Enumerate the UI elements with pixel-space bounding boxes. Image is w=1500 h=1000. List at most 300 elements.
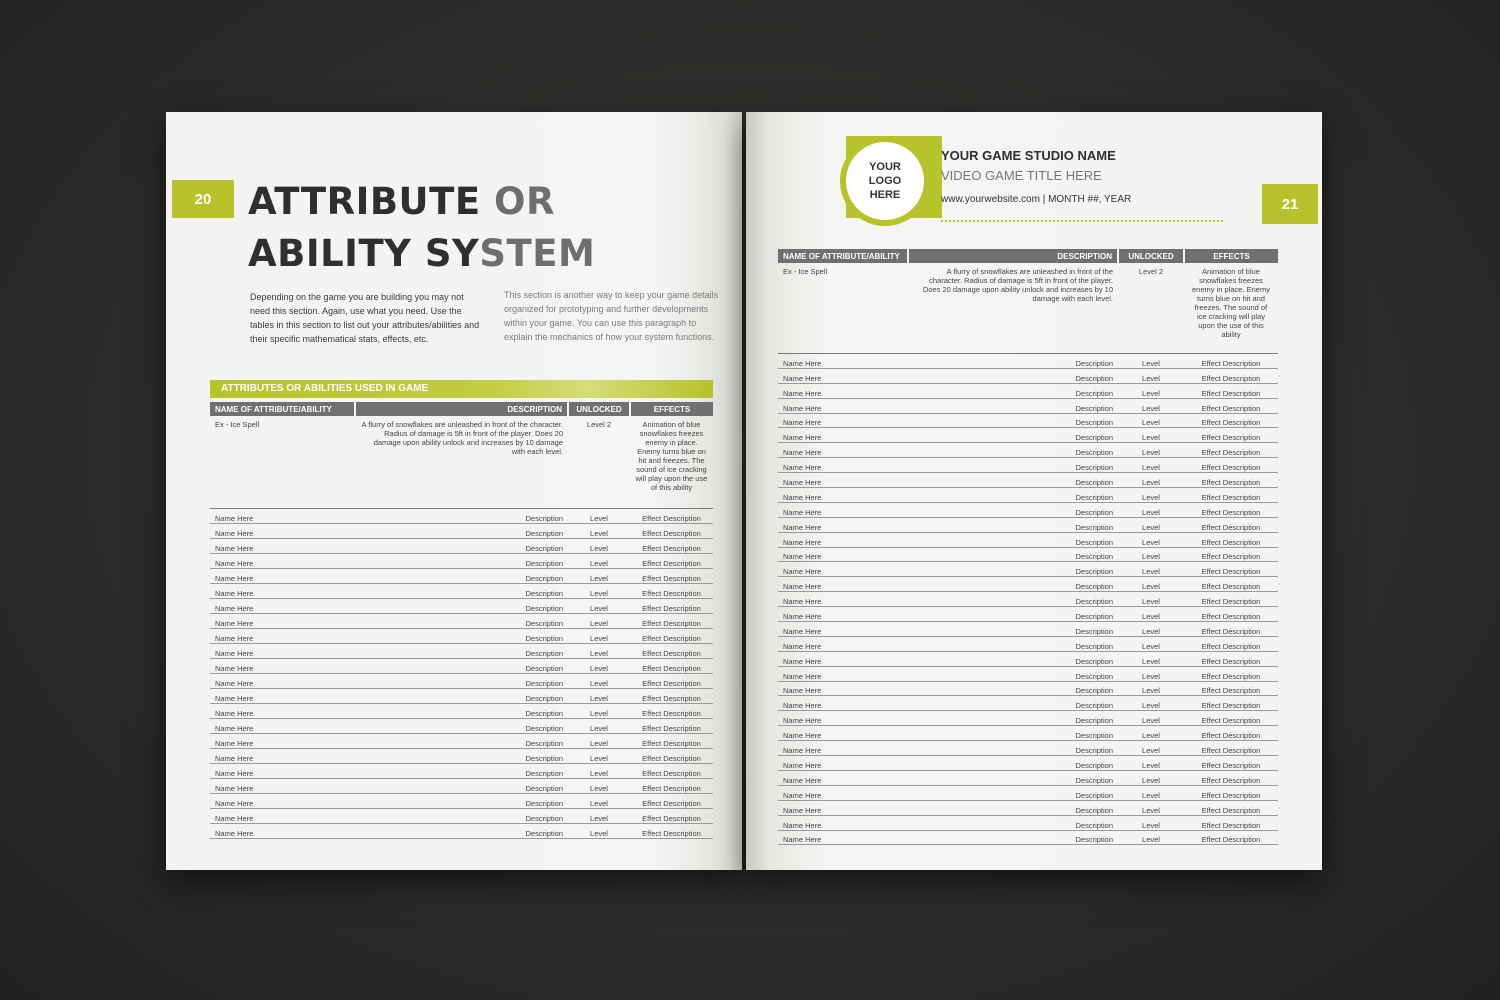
row-effects: Effect Description: [630, 614, 713, 629]
row-effects: Effect Description: [630, 764, 713, 779]
row-effects: Effect Description: [630, 524, 713, 539]
row-name: Name Here: [778, 800, 908, 815]
row-name: Name Here: [778, 696, 908, 711]
row-name: Name Here: [210, 629, 355, 644]
row-effects: Effect Description: [1184, 607, 1278, 622]
row-description: Description: [908, 592, 1118, 607]
table-row: [778, 711, 1278, 726]
row-name: Name Here: [778, 577, 908, 592]
row-unlocked: Level: [1118, 666, 1184, 681]
table-row: [778, 696, 1278, 711]
row-description: Description: [908, 830, 1118, 845]
row-unlocked: Level: [568, 764, 630, 779]
row-description: Description: [908, 488, 1118, 503]
row-effects: Effect Description: [630, 794, 713, 809]
row-effects: Effect Description: [1184, 830, 1278, 845]
row-name: Name Here: [778, 383, 908, 398]
row-unlocked: Level: [1118, 398, 1184, 413]
row-name: Name Here: [210, 659, 355, 674]
row-effects: Effect Description: [1184, 383, 1278, 398]
row-name: Name Here: [210, 509, 355, 524]
row-description: Description: [355, 569, 568, 584]
table-row: [778, 666, 1278, 681]
row-unlocked: Level: [1118, 532, 1184, 547]
row-unlocked: Level: [1118, 547, 1184, 562]
title-light-1: OR: [494, 180, 555, 223]
row-description: Description: [355, 809, 568, 824]
row-name: Name Here: [778, 607, 908, 622]
row-effects: Effect Description: [630, 509, 713, 524]
row-description: Description: [908, 547, 1118, 562]
table-row: [210, 824, 713, 839]
row-unlocked: Level: [568, 689, 630, 704]
row-description: Description: [908, 726, 1118, 741]
table-row: [778, 532, 1278, 547]
row-effects: Effect Description: [1184, 592, 1278, 607]
row-name: Name Here: [210, 794, 355, 809]
row-name: Name Here: [210, 749, 355, 764]
row-name: Name Here: [778, 502, 908, 517]
row-name: Name Here: [778, 592, 908, 607]
row-unlocked: Level: [1118, 726, 1184, 741]
header-effects: EFFECTS: [1184, 249, 1278, 263]
example-unlocked: Level 2: [568, 416, 630, 509]
table-row: [778, 636, 1278, 651]
row-effects: Effect Description: [1184, 696, 1278, 711]
row-effects: Effect Description: [1184, 517, 1278, 532]
row-description: Description: [908, 815, 1118, 830]
row-effects: Effect Description: [630, 584, 713, 599]
row-unlocked: Level: [1118, 622, 1184, 637]
row-effects: Effect Description: [630, 779, 713, 794]
table-row: [210, 719, 713, 734]
row-effects: Effect Description: [630, 569, 713, 584]
table-row: [210, 569, 713, 584]
row-unlocked: Level: [1118, 815, 1184, 830]
row-unlocked: Level: [568, 779, 630, 794]
table-row: [210, 659, 713, 674]
row-unlocked: Level: [1118, 383, 1184, 398]
header-description: DESCRIPTION: [908, 249, 1118, 263]
row-effects: Effect Description: [630, 644, 713, 659]
row-name: Name Here: [778, 398, 908, 413]
row-description: Description: [908, 607, 1118, 622]
row-effects: Effect Description: [630, 719, 713, 734]
row-effects: Effect Description: [630, 809, 713, 824]
row-name: Name Here: [778, 458, 908, 473]
row-unlocked: Level: [1118, 741, 1184, 756]
row-description: Description: [908, 532, 1118, 547]
table-row: [778, 607, 1278, 622]
row-unlocked: Level: [1118, 354, 1184, 369]
row-description: Description: [908, 666, 1118, 681]
row-description: Description: [355, 689, 568, 704]
row-description: Description: [908, 517, 1118, 532]
row-description: Description: [908, 398, 1118, 413]
row-unlocked: Level: [568, 734, 630, 749]
row-unlocked: Level: [568, 794, 630, 809]
row-unlocked: Level: [1118, 502, 1184, 517]
row-name: Name Here: [778, 488, 908, 503]
row-name: Name Here: [210, 719, 355, 734]
row-unlocked: Level: [1118, 636, 1184, 651]
table-row: [210, 629, 713, 644]
row-unlocked: Level: [1118, 517, 1184, 532]
row-name: Name Here: [210, 599, 355, 614]
row-name: Name Here: [778, 547, 908, 562]
row-description: Description: [908, 651, 1118, 666]
row-description: Description: [355, 659, 568, 674]
row-name: Name Here: [778, 354, 908, 369]
row-effects: Effect Description: [1184, 428, 1278, 443]
row-name: Name Here: [778, 443, 908, 458]
table-row: [778, 800, 1278, 815]
row-description: Description: [355, 539, 568, 554]
row-unlocked: Level: [1118, 577, 1184, 592]
row-name: Name Here: [778, 711, 908, 726]
row-name: Name Here: [778, 413, 908, 428]
row-unlocked: Level: [1118, 592, 1184, 607]
row-description: Description: [908, 383, 1118, 398]
intro-paragraph-secondary: This section is another way to keep your game details organized for prototyping and further developments within your game. You can use this paragraph to explain the mechanics of how your system functions.: [504, 290, 719, 342]
row-unlocked: Level: [1118, 473, 1184, 488]
row-effects: Effect Description: [1184, 532, 1278, 547]
table-row: [778, 547, 1278, 562]
row-description: Description: [355, 599, 568, 614]
row-name: Name Here: [778, 830, 908, 845]
table-row: [778, 443, 1278, 458]
example-name: Ex - Ice Spell: [778, 263, 908, 354]
row-unlocked: Level: [1118, 607, 1184, 622]
row-effects: Effect Description: [1184, 577, 1278, 592]
row-description: Description: [355, 614, 568, 629]
table-row: [210, 524, 713, 539]
intro-paragraph: Depending on the game you are building you may not need this section. Again, use what you need. Use the tables in this section to list out your attributes/abilities and their specific mathematical stats, effects, etc.: [250, 292, 480, 344]
table-row: [778, 681, 1278, 696]
row-description: Description: [908, 800, 1118, 815]
row-unlocked: Level: [568, 644, 630, 659]
row-unlocked: Level: [1118, 681, 1184, 696]
row-effects: Effect Description: [1184, 547, 1278, 562]
row-description: Description: [908, 681, 1118, 696]
table-row: [210, 584, 713, 599]
abilities-table: [210, 402, 713, 839]
row-effects: Effect Description: [1184, 815, 1278, 830]
row-name: Name Here: [778, 562, 908, 577]
table-row: [778, 368, 1278, 383]
row-description: Description: [355, 704, 568, 719]
game-title: VIDEO GAME TITLE HERE: [941, 168, 1102, 183]
row-name: Name Here: [778, 473, 908, 488]
row-effects: Effect Description: [1184, 562, 1278, 577]
title-light-2: STEM: [479, 232, 596, 275]
row-description: Description: [908, 502, 1118, 517]
example-description: A flurry of snowflakes are unleashed in front of the character. Radius of damage is 5ft in front of the player. Does 20 damage upon ability unlock and increases by 10 damage with each level.: [355, 416, 568, 509]
row-effects: Effect Description: [1184, 741, 1278, 756]
row-name: Name Here: [778, 622, 908, 637]
row-effects: Effect Description: [1184, 681, 1278, 696]
row-description: Description: [355, 629, 568, 644]
section-heading: ATTRIBUTES OR ABILITIES USED IN GAME: [210, 380, 713, 398]
row-description: Description: [908, 770, 1118, 785]
row-name: Name Here: [210, 809, 355, 824]
table-row: [778, 398, 1278, 413]
example-name: Ex - Ice Spell: [210, 416, 355, 509]
row-description: Description: [908, 413, 1118, 428]
table-row: [210, 734, 713, 749]
row-name: Name Here: [210, 779, 355, 794]
title-dark-2: ABILITY SY: [248, 232, 480, 275]
example-description: A flurry of snowflakes are unleashed in front of the character. Radius of damage is 5ft in front of the player. Does 20 damage upon ability unlock and increases by 10 damage with each level.: [908, 263, 1118, 354]
table-row: [778, 770, 1278, 785]
row-effects: Effect Description: [630, 539, 713, 554]
row-name: Name Here: [210, 674, 355, 689]
table-row: [778, 517, 1278, 532]
row-unlocked: Level: [1118, 800, 1184, 815]
table-row: [778, 502, 1278, 517]
row-description: Description: [908, 696, 1118, 711]
title-dark-1: ATTRIBUTE: [248, 180, 481, 223]
row-unlocked: Level: [568, 629, 630, 644]
table-row: [778, 592, 1278, 607]
row-name: Name Here: [210, 614, 355, 629]
row-name: Name Here: [778, 785, 908, 800]
table-row: [210, 749, 713, 764]
row-unlocked: Level: [568, 524, 630, 539]
row-effects: Effect Description: [1184, 354, 1278, 369]
row-description: Description: [908, 473, 1118, 488]
row-name: Name Here: [210, 539, 355, 554]
table-row: [210, 779, 713, 794]
header-unlocked: UNLOCKED: [1118, 249, 1184, 263]
table-row: [778, 458, 1278, 473]
table-body-right: [778, 263, 1278, 845]
row-unlocked: Level: [568, 704, 630, 719]
row-unlocked: Level: [1118, 428, 1184, 443]
row-name: Name Here: [210, 689, 355, 704]
row-effects: Effect Description: [1184, 488, 1278, 503]
table-row: [778, 741, 1278, 756]
row-effects: Effect Description: [630, 599, 713, 614]
table-row: [210, 644, 713, 659]
row-effects: Effect Description: [630, 554, 713, 569]
row-name: Name Here: [778, 770, 908, 785]
row-unlocked: Level: [568, 539, 630, 554]
row-effects: Effect Description: [1184, 726, 1278, 741]
row-name: Name Here: [210, 644, 355, 659]
row-unlocked: Level: [1118, 756, 1184, 771]
row-unlocked: Level: [1118, 488, 1184, 503]
table-row: [778, 562, 1278, 577]
row-description: Description: [355, 644, 568, 659]
table-body-left: [210, 416, 713, 839]
row-effects: Effect Description: [630, 659, 713, 674]
header-name: NAME OF ATTRIBUTE/ABILITY: [210, 402, 355, 416]
row-description: Description: [355, 554, 568, 569]
row-description: Description: [355, 584, 568, 599]
row-description: Description: [355, 524, 568, 539]
dotted-divider: [941, 220, 1223, 222]
table-row: [778, 428, 1278, 443]
row-unlocked: Level: [568, 674, 630, 689]
row-name: Name Here: [210, 524, 355, 539]
row-name: Name Here: [210, 824, 355, 839]
left-page: [166, 112, 742, 870]
page-number-badge-right: 21: [1262, 184, 1318, 224]
row-description: Description: [908, 443, 1118, 458]
studio-name: YOUR GAME STUDIO NAME: [941, 148, 1116, 163]
row-effects: Effect Description: [1184, 756, 1278, 771]
row-effects: Effect Description: [1184, 473, 1278, 488]
row-unlocked: Level: [1118, 368, 1184, 383]
row-description: Description: [355, 719, 568, 734]
row-effects: Effect Description: [1184, 398, 1278, 413]
row-effects: Effect Description: [630, 629, 713, 644]
row-effects: Effect Description: [630, 749, 713, 764]
row-unlocked: Level: [568, 569, 630, 584]
header-description: DESCRIPTION: [355, 402, 568, 416]
table-row: [778, 651, 1278, 666]
row-name: Name Here: [778, 741, 908, 756]
row-effects: Effect Description: [1184, 368, 1278, 383]
table-row: [778, 726, 1278, 741]
row-name: Name Here: [210, 584, 355, 599]
row-effects: Effect Description: [630, 704, 713, 719]
row-description: Description: [355, 674, 568, 689]
row-unlocked: Level: [1118, 458, 1184, 473]
row-unlocked: Level: [568, 824, 630, 839]
row-description: Description: [908, 756, 1118, 771]
row-name: Name Here: [778, 636, 908, 651]
row-effects: Effect Description: [1184, 785, 1278, 800]
row-description: Description: [355, 779, 568, 794]
row-description: Description: [908, 428, 1118, 443]
table-row: [778, 488, 1278, 503]
table-row: [778, 830, 1278, 845]
row-name: Name Here: [778, 368, 908, 383]
row-effects: Effect Description: [1184, 502, 1278, 517]
row-name: Name Here: [778, 726, 908, 741]
row-name: Name Here: [778, 517, 908, 532]
row-effects: Effect Description: [1184, 622, 1278, 637]
table-row: [210, 614, 713, 629]
table-row: [778, 785, 1278, 800]
row-description: Description: [908, 368, 1118, 383]
row-unlocked: Level: [1118, 830, 1184, 845]
table-row: [778, 413, 1278, 428]
row-unlocked: Level: [568, 614, 630, 629]
table-row: [210, 674, 713, 689]
table-row: [778, 577, 1278, 592]
row-unlocked: Level: [568, 584, 630, 599]
table-row: [210, 764, 713, 779]
row-effects: Effect Description: [630, 674, 713, 689]
row-description: Description: [355, 764, 568, 779]
row-description: Description: [355, 824, 568, 839]
table-row: [210, 704, 713, 719]
row-effects: Effect Description: [630, 734, 713, 749]
table-row: [210, 539, 713, 554]
row-unlocked: Level: [1118, 443, 1184, 458]
row-name: Name Here: [778, 532, 908, 547]
abilities-table-continued: [778, 249, 1278, 845]
row-name: Name Here: [210, 554, 355, 569]
row-effects: Effect Description: [1184, 770, 1278, 785]
header-effects: EFFECTS: [630, 402, 713, 416]
row-effects: Effect Description: [1184, 651, 1278, 666]
row-name: Name Here: [778, 651, 908, 666]
row-name: Name Here: [210, 764, 355, 779]
row-unlocked: Level: [1118, 413, 1184, 428]
row-description: Description: [908, 741, 1118, 756]
example-unlocked: Level 2: [1118, 263, 1184, 354]
row-name: Name Here: [778, 428, 908, 443]
row-unlocked: Level: [568, 659, 630, 674]
row-name: Name Here: [778, 666, 908, 681]
header-name: NAME OF ATTRIBUTE/ABILITY: [778, 249, 908, 263]
row-name: Name Here: [210, 569, 355, 584]
example-row: [210, 416, 713, 509]
row-description: Description: [908, 636, 1118, 651]
table-row: [210, 689, 713, 704]
row-effects: Effect Description: [1184, 458, 1278, 473]
row-effects: Effect Description: [1184, 666, 1278, 681]
row-description: Description: [908, 458, 1118, 473]
table-row: [778, 473, 1278, 488]
row-effects: Effect Description: [1184, 711, 1278, 726]
row-name: Name Here: [210, 704, 355, 719]
row-name: Name Here: [210, 734, 355, 749]
website-date-line: www.yourwebsite.com | MONTH ##, YEAR: [941, 194, 1132, 205]
row-description: Description: [355, 749, 568, 764]
row-effects: Effect Description: [1184, 636, 1278, 651]
row-effects: Effect Description: [1184, 800, 1278, 815]
row-unlocked: Level: [1118, 711, 1184, 726]
row-effects: Effect Description: [630, 824, 713, 839]
row-description: Description: [908, 354, 1118, 369]
row-unlocked: Level: [568, 554, 630, 569]
row-description: Description: [908, 577, 1118, 592]
logo-placeholder: YOUR LOGO HERE: [840, 136, 930, 226]
example-effects: Animation of blue snowflakes freezes enemy in place. Enemy turns blue on hit and freezes. The sound of ice cracking will play upon the use of this ability: [1184, 263, 1278, 354]
table-row: [778, 354, 1278, 369]
row-description: Description: [908, 785, 1118, 800]
table-row: [210, 809, 713, 824]
row-unlocked: Level: [568, 749, 630, 764]
row-unlocked: Level: [568, 509, 630, 524]
right-page: [746, 112, 1322, 870]
example-effects: Animation of blue snowflakes freezes enemy in place. Enemy turns blue on hit and freezes. The sound of ice cracking will play upon the use of this ability: [630, 416, 713, 509]
row-name: Name Here: [778, 681, 908, 696]
row-description: Description: [355, 509, 568, 524]
table-row: [778, 815, 1278, 830]
table-row: [778, 622, 1278, 637]
row-description: Description: [908, 711, 1118, 726]
row-unlocked: Level: [1118, 651, 1184, 666]
row-effects: Effect Description: [1184, 413, 1278, 428]
row-unlocked: Level: [1118, 770, 1184, 785]
header-unlocked: UNLOCKED: [568, 402, 630, 416]
page-title: [248, 176, 595, 280]
row-description: Description: [355, 794, 568, 809]
row-unlocked: Level: [568, 599, 630, 614]
table-row: [778, 756, 1278, 771]
row-effects: Effect Description: [630, 689, 713, 704]
row-unlocked: Level: [1118, 562, 1184, 577]
row-name: Name Here: [778, 815, 908, 830]
example-row: [778, 263, 1278, 354]
row-description: Description: [908, 622, 1118, 637]
